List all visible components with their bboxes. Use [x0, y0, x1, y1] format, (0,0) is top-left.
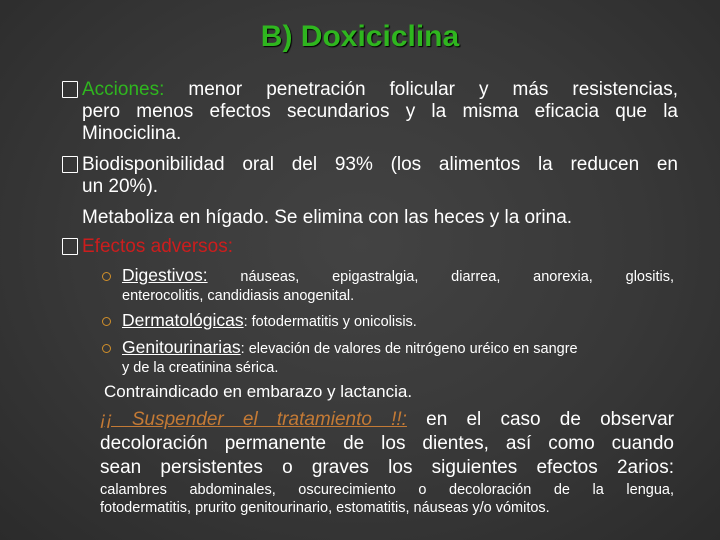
suspender-line-3: sean persistentes o graves los siguientes efectos 2arios:: [100, 457, 674, 478]
suspender-effects-block: [100, 481, 674, 517]
efectos-label: Efectos adversos:: [82, 236, 234, 257]
suspender-line-5: fotodermatitis, prurito genitourinario, estomatitis, náuseas y/o vómitos.: [100, 500, 550, 516]
genito-text-1: : elevación de valores de nitrógeno uréico en sangre: [240, 341, 578, 357]
biodisp-line-2: un 20%).: [82, 176, 159, 197]
acciones-label: Acciones:: [82, 79, 165, 100]
suspender-label: ¡¡ Suspender el tratamiento !!:: [100, 409, 407, 430]
digestivos-line-2: enterocolitis, candidiasis anogenital.: [122, 288, 355, 304]
square-bullet-icon: [62, 156, 78, 173]
genito-line-1: [122, 338, 674, 359]
square-bullet-icon: [62, 238, 78, 255]
metaboliza-text: Metaboliza en hígado. Se elimina con las heces y la orina.: [82, 207, 573, 228]
suspender-line-4: calambres abdominales, oscurecimiento o decoloración de la lengua,: [100, 482, 674, 498]
dermato-text: : fotodermatitis y onicolisis.: [243, 314, 417, 330]
bullet-efectos-adversos: [82, 236, 678, 258]
ring-bullet-icon: [102, 317, 111, 326]
sub-item-dermatologicas: [122, 311, 674, 332]
acciones-line-3: Minociclina.: [82, 123, 182, 144]
bullet-acciones: [82, 79, 678, 145]
digestivos-text-1: náuseas, epigastralgia, diarrea, anorexia, glositis,: [207, 269, 674, 285]
suspender-line-1: [100, 408, 674, 432]
digestivos-head: Digestivos:: [122, 265, 208, 285]
suspender-block: [100, 408, 674, 480]
genito-head: Genitourinarias: [122, 337, 241, 357]
contraindicado-text: Contraindicado en embarazo y lactancia.: [104, 382, 413, 401]
acciones-text-1: menor penetración folicular y más resistencias,: [164, 79, 678, 100]
sub-item-genitourinarias: [122, 338, 674, 378]
ring-bullet-icon: [102, 272, 111, 281]
acciones-line-2: pero menos efectos secundarios y la misma eficacia que la: [82, 101, 678, 122]
suspender-text-1: en el caso de observar: [406, 409, 674, 430]
suspender-line-2: decoloración permanente de los dientes, así como cuando: [100, 433, 674, 454]
metaboliza-line: [82, 207, 678, 229]
square-bullet-icon: [62, 81, 78, 98]
ring-bullet-icon: [102, 344, 111, 353]
genito-line-2: y de la creatinina sérica.: [122, 360, 279, 376]
sub-item-digestivos: [122, 266, 674, 306]
bullet-biodisponibilidad: [82, 154, 678, 198]
biodisp-line-1: Biodisponibilidad oral del 93% (los alimentos la reducen en: [82, 154, 678, 175]
dermato-head: Dermatológicas: [122, 310, 244, 330]
digestivos-line-1: [122, 266, 674, 287]
acciones-line-1: [82, 79, 678, 101]
dermato-line: [122, 311, 674, 332]
slide-title: B) Doxiciclina: [260, 20, 460, 53]
